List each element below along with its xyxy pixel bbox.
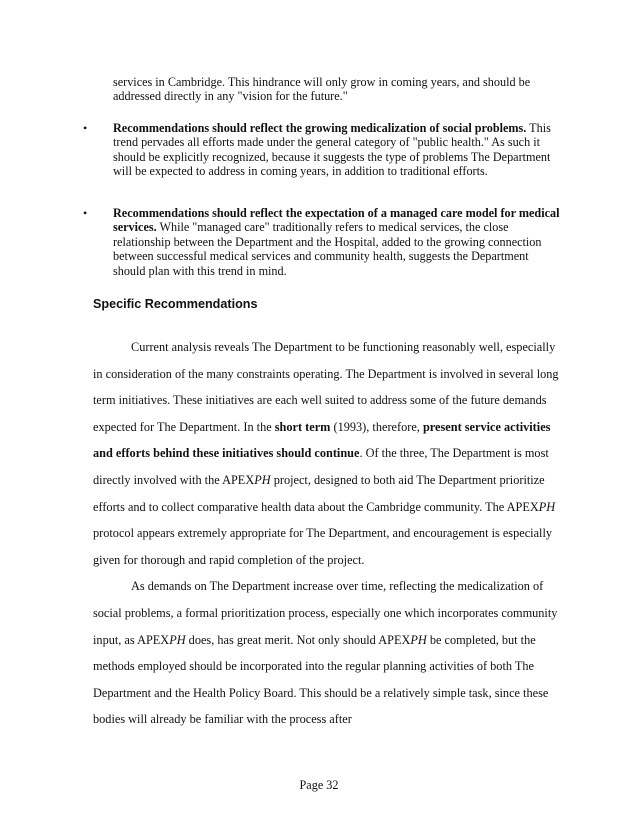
- bullet-icon: •: [83, 206, 88, 220]
- bullet-item-medicalization: [83, 121, 563, 179]
- bullet-icon: •: [83, 121, 88, 135]
- bullet-body-text: While "managed care" traditionally refers to medical services, the close relationship between the Department and the Hospital, added to the growing connection between successful medical services and community health, suggests the Department should plan with this trend in mind.: [113, 220, 542, 278]
- continuation-line-1: services in Cambridge. This hindrance will only grow in coming years, and should be: [113, 75, 531, 89]
- paragraph-1: Current analysis reveals The Department to be functioning reasonably well, especially in consideration of the many constraints operating. The Department is involved in several long term initiatives. These initiatives are each well suited to address some of the future demands expected for The Department. In the short term (1993), therefore, present service activities and efforts behind these initiatives should continue. Of the three, The Department is most directly involved with the APEXPH project, designed to both aid The Department prioritize efforts and to collect comparative health data about the Cambridge community. The APEXPH protocol appears extremely appropriate for The Department, and encouragement is especially given for thorough and rapid completion of the project.: [93, 340, 559, 567]
- paragraph-2: As demands on The Department increase over time, reflecting the medicalization of social problems, a formal prioritization process, especially one which incorporates community input, as APEXPH does, has great merit. Not only should APEXPH be completed, but the methods employed should be incorporated into the regular planning activities of both The Department and the Health Policy Board. This should be a relatively simple task, since these bodies will already be familiar with the process after: [93, 579, 558, 727]
- bullet-body-text: This trend pervades all efforts made under the general category of "public health." As such it should be explicitly recognized, because it suggests the type of problems The Department will be expected to address in coming years, in addition to traditional efforts.: [113, 121, 551, 179]
- continuation-line-2: addressed directly in any "vision for the future.": [113, 89, 348, 104]
- body-text: [93, 334, 563, 733]
- bullet-lead-text: Recommendations should reflect the expectation of a managed care model for medical services.: [113, 206, 560, 235]
- bullet-item-managed-care: [83, 206, 563, 278]
- page-number: Page 32: [299, 778, 339, 792]
- section-heading: Specific Recommendations: [93, 297, 258, 311]
- continuation-text: [113, 75, 563, 104]
- bullet-lead-text: Recommendations should reflect the growing medicalization of social problems.: [113, 121, 527, 135]
